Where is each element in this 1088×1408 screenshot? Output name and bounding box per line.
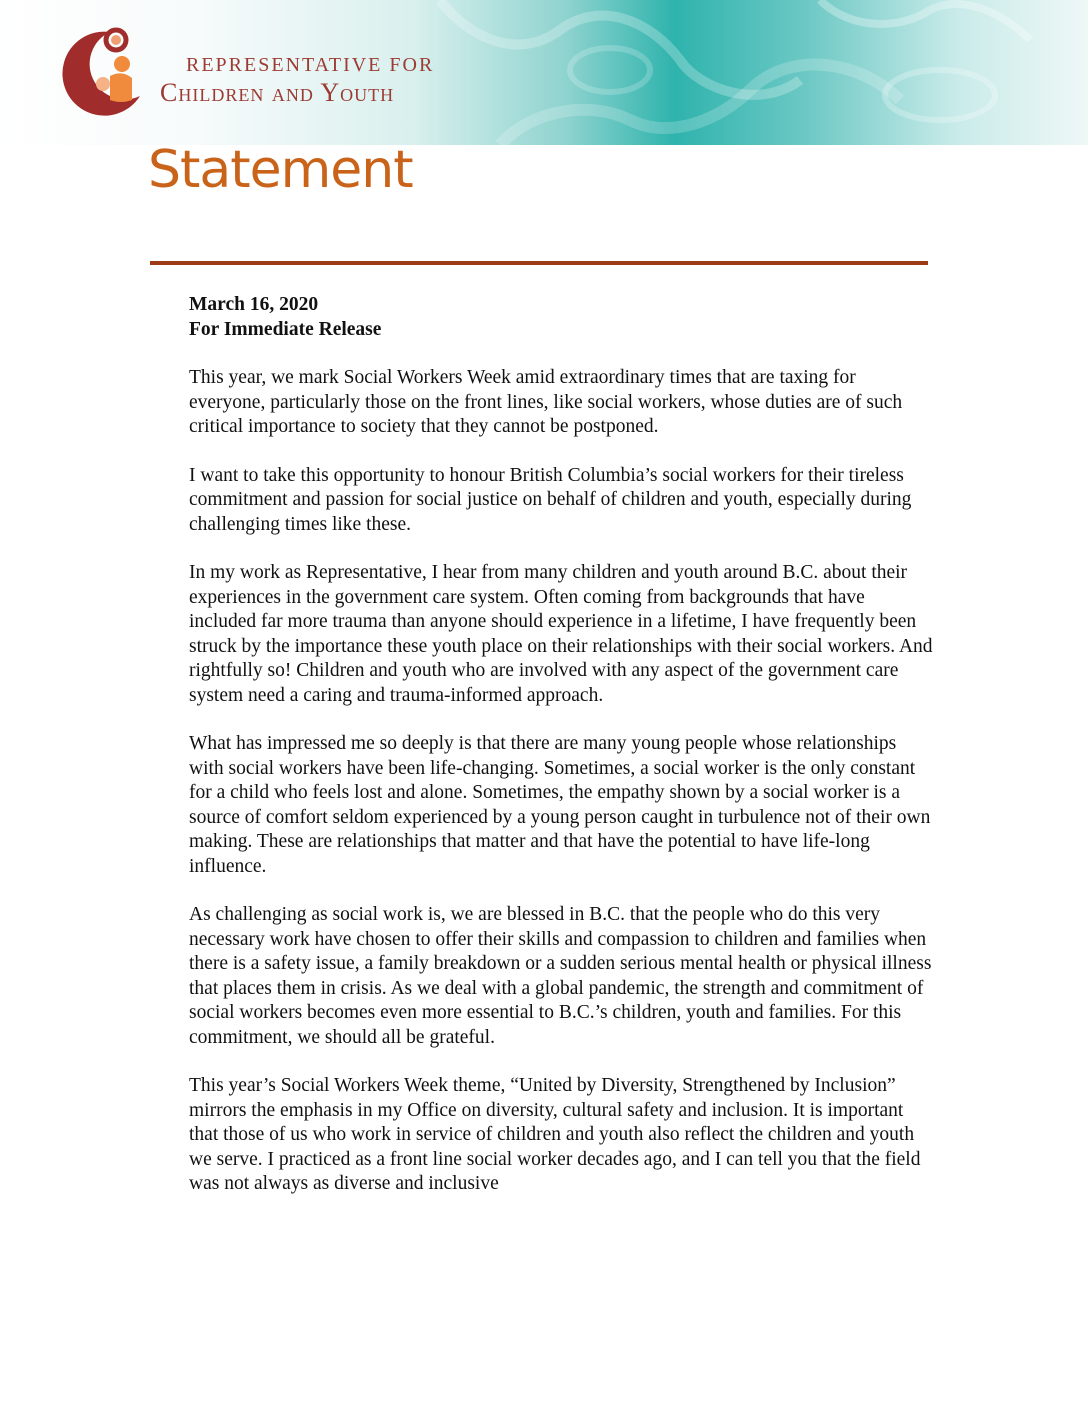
title-divider [150, 261, 928, 265]
paragraph-4: What has impressed me so deeply is that there are many young people whose relationships with social workers have been life-changing. Sometimes, a social worker is the only constant for a child who feels lost and alone. Sometimes, the empathy shown by a social worker is a source of comfort seldom experienced by a young person caught in turbulence not of their own making. These are relationships that matter and that have the potential to have life-long influence. [189, 733, 931, 877]
release-type: For Immediate Release [189, 318, 382, 340]
paragraph-5: As challenging as social work is, we are blessed in B.C. that the people who do this very necessary work have chosen to offer their skills and compassion to children and families when there is a safety issue, a family breakdown or a sudden serious mental health or physical illness that places them in crisis. As we deal with a global pandemic, the strength and commitment of social workers becomes even more essential to B.C.’s children, youth and families. For this commitment, we should all be grateful. [189, 904, 932, 1048]
release-date: March 16, 2020 [189, 294, 319, 315]
header-banner [0, 0, 1088, 145]
organization-name-line1: REPRESENTATIVE FOR [186, 54, 435, 76]
paragraph-2: I want to take this opportunity to honour British Columbia’s social workers for their tireless commitment and passion for social justice on behalf of children and youth, especially during challenging times like these. [189, 464, 912, 535]
statement-body [189, 293, 934, 1197]
paragraph-6: This year’s Social Workers Week theme, “United by Diversity, Strengthened by Inclusion” mirrors the emphasis in my Office on diversity, cultural safety and inclusion. It is important that those of us who work in service of children and youth also reflect the children and youth we serve. I practiced as a front line social worker decades ago, and I can tell you that the field was not always as diverse and inclusive [189, 1075, 921, 1194]
paragraph-1: This year, we mark Social Workers Week amid extraordinary times that are taxing for everyone, particularly those on the front lines, like social workers, whose duties are of such critical importance to society that they cannot be postponed. [189, 367, 903, 437]
organization-logo [58, 24, 148, 116]
banner-decoration [0, 0, 1088, 145]
paragraph-3: In my work as Representative, I hear from many children and youth around B.C. about their experiences in the government care system. Often coming from backgrounds that have included far more trauma than anyone should experience in a lifetime, I have frequently been struck by the importance these youth place on their relationships with their social workers. And rightfully so! Children and youth who are involved with any aspect of the government care system need a caring and trauma-informed approach. [189, 562, 933, 706]
document-title: Statement [148, 140, 413, 200]
organization-name-line2: Children and Youth [160, 78, 395, 107]
